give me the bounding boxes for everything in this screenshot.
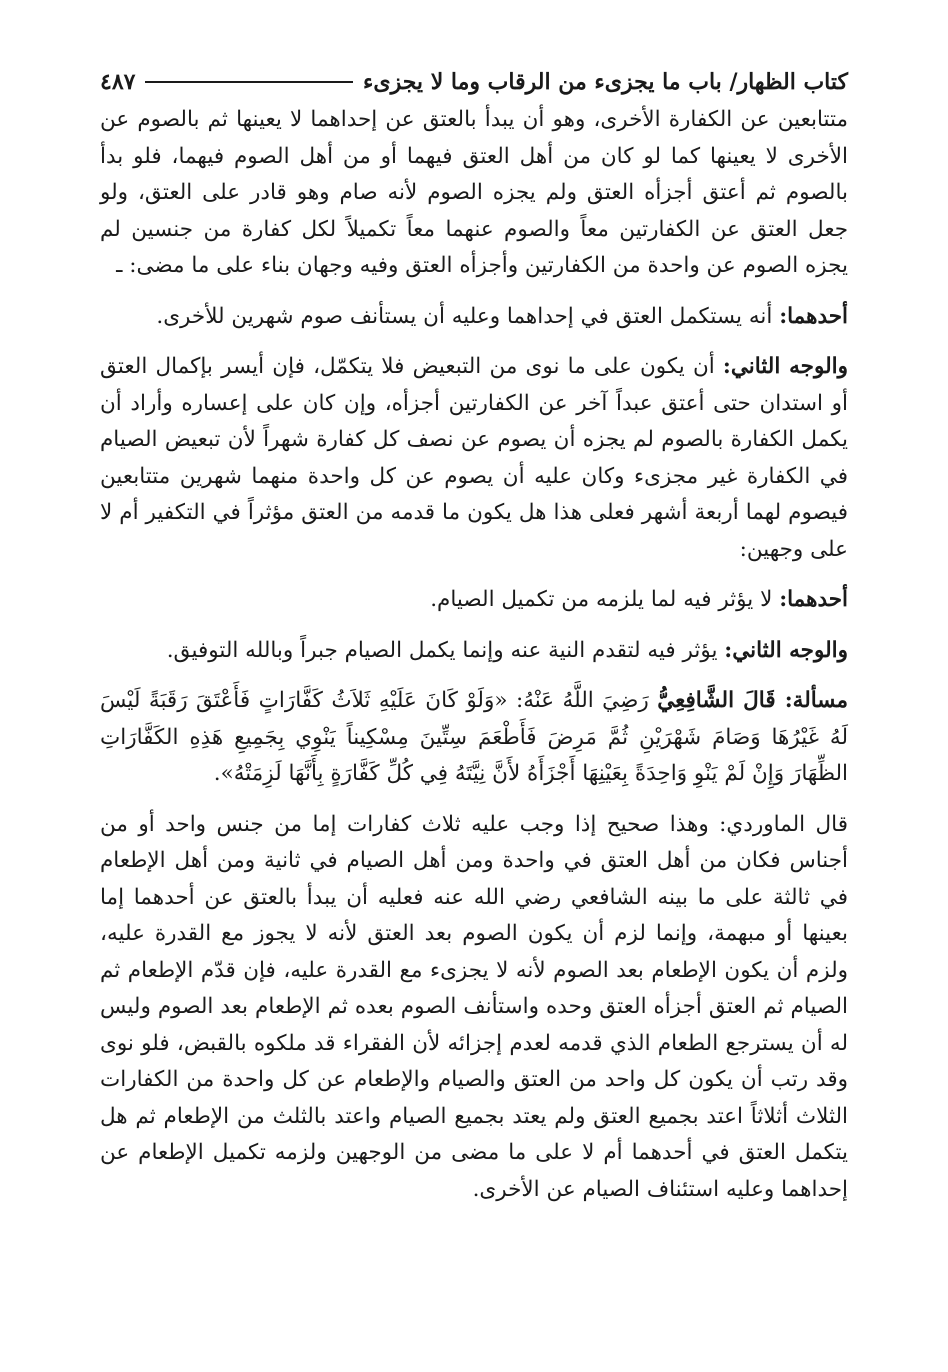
paragraph-lead: أحدهما:: [779, 303, 848, 329]
paragraph-body: رَضِيَ اللَّهُ عَنْهُ: «وَلَوْ كَانَ عَلَيْهِ ثَلاَثُ كَفَّارَاتٍ فَأَعْتَقَ رَقَبَةً لَيْسَ لَهُ غَيْرُهَا وَصَامَ شَهْرَيْنِ ثُمَّ مَرِضَ فَأَطْعَمَ سِتِّينَ مِسْكِيناً يَنْوِي بِجَمِيعِ هَذِهِ الكَفَّارَاتِ الظِّهَارَ وَإِنْ لَمْ يَنْوِ وَاحِدَةً بِعَيْنِهَا أَجْزَأَهُ لأَنَّ نِيَّتَهُ فِي كُلِّ كَفَّارَةٍ بِأَنَّهَا لَزِمَتْهُ».: [100, 688, 848, 786]
document-page: [100, 62, 848, 1222]
paragraph-masala-quote: [100, 683, 848, 793]
running-header: [100, 62, 848, 102]
paragraph-first-view-b: [100, 582, 848, 619]
paragraph-lead: والوجه الثاني:: [722, 354, 848, 379]
running-header-title: كتاب الظهار/ باب ما يجزىء من الرقاب وما لا يجزىء: [363, 69, 848, 95]
paragraph-lead: أحدهما:: [779, 587, 848, 612]
paragraph-body: أن يكون على ما نوى من التبعيض فلا يتكمّل، فإن أيسر بإكمال العتق أو استدان حتى أعتق عبداً آخر عن الكفارتين أجزأه، وإن كان على إعساره وأراد أن يكمل الكفارة بالصوم لم يجزه أن يصوم عن نصف كل كفارة شهراً لأن تبعيض الصيام في الكفارة غير مجزىء وكان عليه أن يصوم عن كل واحدة منهما شهرين متتابعين فيصوم لهما أربعة أشهر فعلى هذا هل يكون ما قدمه من العتق مؤثراً في التكفير أم لا على وجهين:: [100, 354, 848, 562]
paragraph-lead: والوجه الثاني:: [724, 637, 848, 663]
paragraph-lead: مسألة: قَالَ الشَّافِعِيُّ: [657, 688, 848, 713]
paragraph-first-view: [100, 299, 848, 336]
paragraph-mawardi-commentary: قال الماوردي: وهذا صحيح إذا وجب عليه ثلاث كفارات إما من جنس واحد أو من أجناس فكان من أهل العتق في واحدة ومن أهل الصيام في ثانية ومن أهل الإطعام في ثالثة على ما بينه الشافعي رضي الله عنه فعليه أن يبدأ بالعتق عن أحدهما إما بعينها أو مبهمة، وإنما لزم أن يكون الصوم بعد العتق لأنه لا يجوز مع القدرة عليه، ولزم أن يكون الإطعام بعد الصوم لأنه لا يجزىء مع القدرة عليه، فإن قدّم الإطعام ثم الصيام ثم العتق أجزأه العتق وحده واستأنف الصوم بعده ثم الإطعام بعد الصوم وليس له أن يسترجع الطعام الذي قدمه لعدم إجزائه لأن الفقراء قد ملكوه بالقبض، فلو نوى وقد رتب أن يكون كل واحد من العتق والصيام والإطعام عن كل واحدة من الكفارات الثلاث أثلاثاً اعتد بجميع العتق ولم يعتد بجميع الصيام واعتد بالثلث من الإطعام ثم هل يتكمل العتق في أحدهما أم لا على ما مضى من الوجهين ولزمه تكميل الإطعام عن إحداهما وعليه استئناف الصيام عن الأخرى.: [100, 811, 848, 1202]
paragraph-body: لا يؤثر فيه لما يلزمه من تكميل الصيام.: [430, 587, 780, 612]
paragraph-body: يؤثر فيه لتقدم النية عنه وإنما يكمل الصيام جبراً وبالله التوفيق.: [166, 637, 725, 663]
paragraph-second-view-b: [100, 633, 848, 670]
paragraph-second-view: [100, 349, 848, 568]
header-rule: [145, 81, 353, 83]
paragraph-body: أنه يستكمل العتق في إحداهما وعليه أن يستأنف صوم شهرين للأخرى.: [156, 303, 780, 329]
page-number: ٤٨٧: [100, 69, 136, 95]
paragraph-continuation: متتابعين عن الكفارة الأخرى، وهو أن يبدأ بالعتق عن إحداهما لا يعينها ثم بالصوم عن الأخرى لا يعينها كما لو كان من أهل العتق فيهما أو من أهل الصوم فيهما، فلو بدأ بالصوم ثم أعتق أجزأه العتق ولم يجزه الصوم لأنه صام وهو قادر على العتق، ولو جعل العتق عن الكفارتين معاً والصوم عنهما معاً تكميلاً لكل كفارة من جنسين لم يجزه الصوم عن واحدة من الكفارتين وأجزأه العتق وفيه وجهان بناء على ما مضى: ـ: [100, 107, 848, 278]
